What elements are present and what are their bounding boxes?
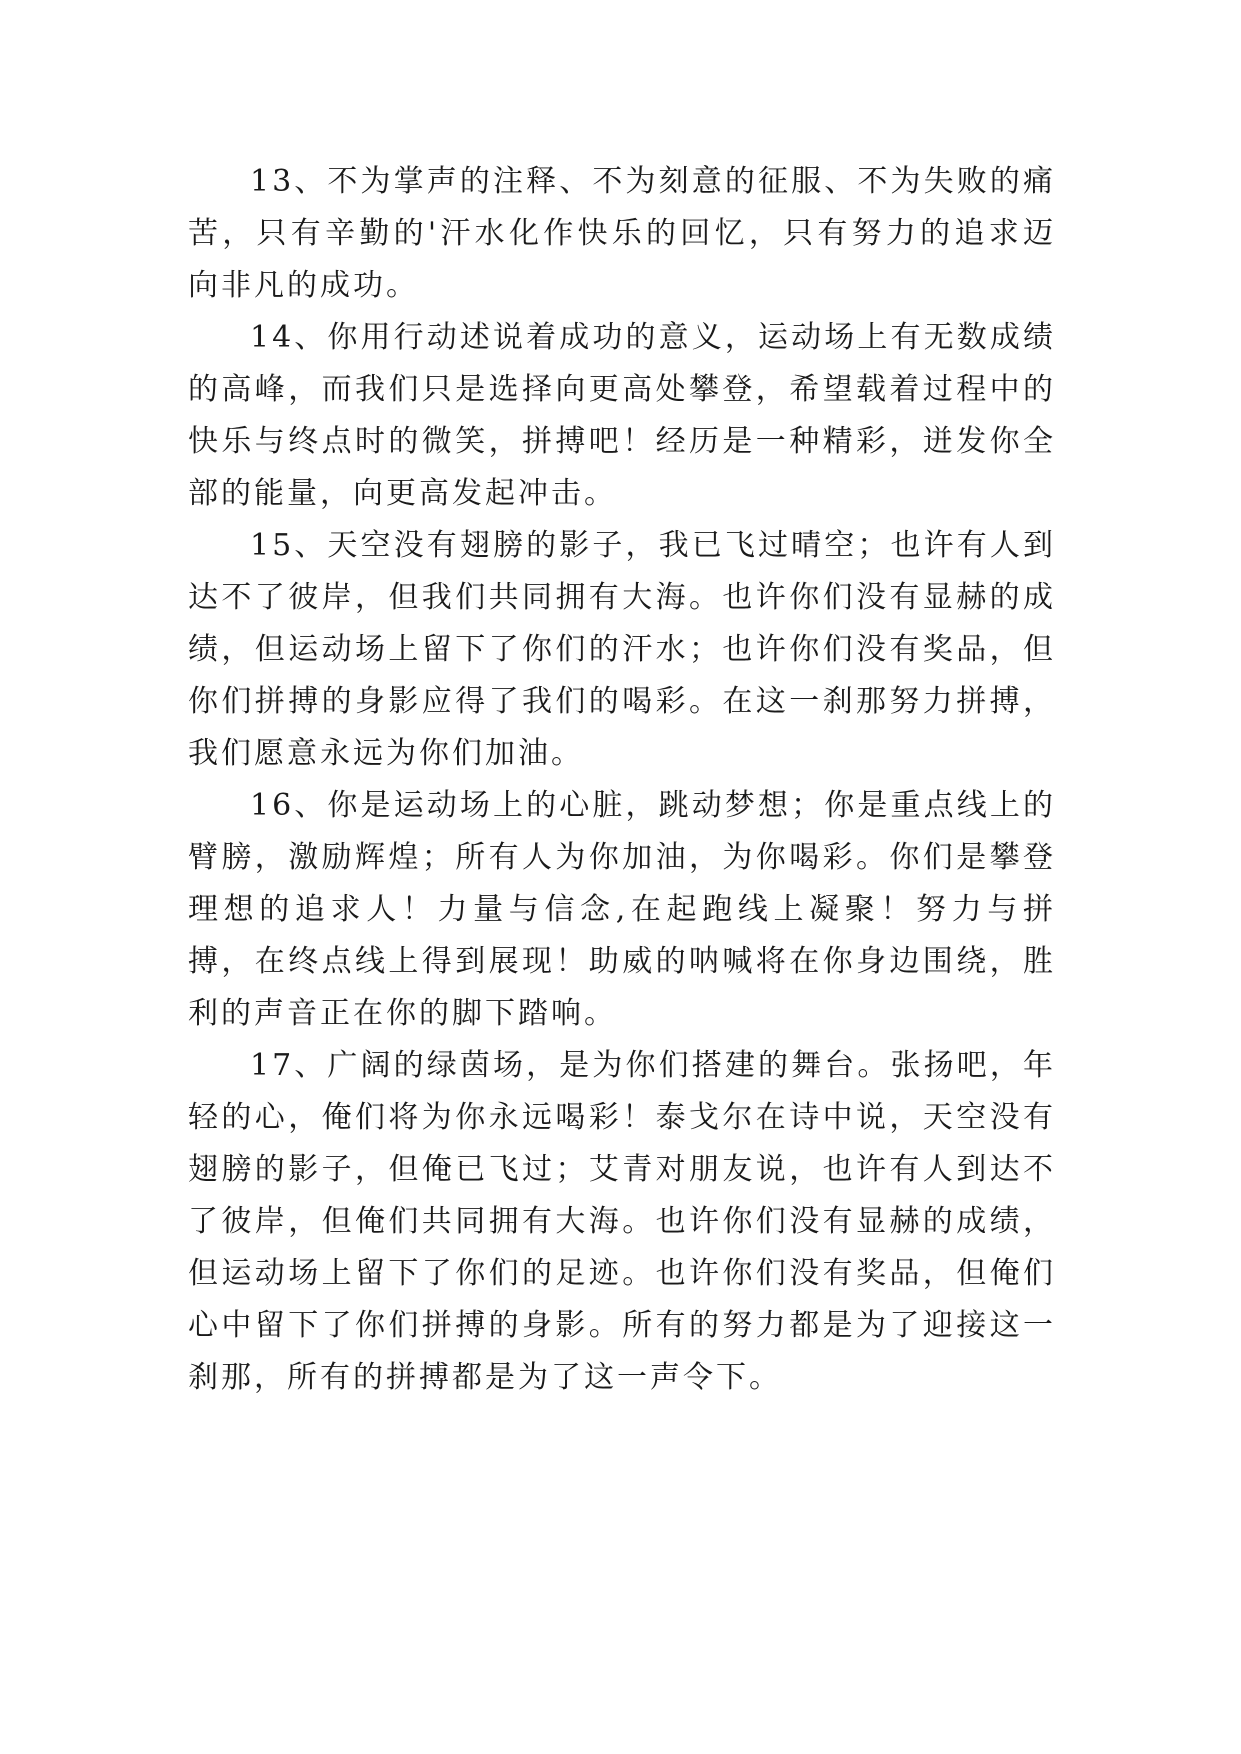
paragraph-17: 17、广阔的绿茵场，是为你们搭建的舞台。张扬吧，年轻的心，俺们将为你永远喝彩！泰戈尔在诗中说，天空没有翅膀的影子，但俺已飞过；艾青对朋友说，也许有人到达不了彼岸，但俺们共同拥有大海。也许你们没有显赫的成绩，但运动场上留下了你们的足迹。也许你们没有奖品，但俺们心中留下了你们拼搏的身影。所有的努力都是为了迎接这一刹那，所有的拼搏都是为了这一声令下。 xyxy=(188,1048,1056,1395)
paragraph-14: 14、你用行动述说着成功的意义，运动场上有无数成绩的高峰，而我们只是选择向更高处攀登，希望载着过程中的快乐与终点时的微笑，拼搏吧！经历是一种精彩，迸发你全部的能量，向更高发起冲击。 xyxy=(188,320,1056,511)
document-body xyxy=(188,156,1056,1404)
paragraph-16: 16、你是运动场上的心脏，跳动梦想；你是重点线上的臂膀，激励辉煌；所有人为你加油，为你喝彩。你们是攀登理想的追求人！力量与信念,在起跑线上凝聚！努力与拼搏，在终点线上得到展现！助威的呐喊将在你身边围绕，胜利的声音正在你的脚下踏响。 xyxy=(188,788,1056,1031)
paragraph-13: 13、不为掌声的注释、不为刻意的征服、不为失败的痛苦，只有辛勤的'汗水化作快乐的回忆，只有努力的追求迈向非凡的成功。 xyxy=(188,164,1056,303)
paragraph-15: 15、天空没有翅膀的影子，我已飞过晴空；也许有人到达不了彼岸，但我们共同拥有大海。也许你们没有显赫的成绩，但运动场上留下了你们的汗水；也许你们没有奖品，但你们拼搏的身影应得了我们的喝彩。在这一刹那努力拼搏，我们愿意永远为你们加油。 xyxy=(188,528,1056,771)
